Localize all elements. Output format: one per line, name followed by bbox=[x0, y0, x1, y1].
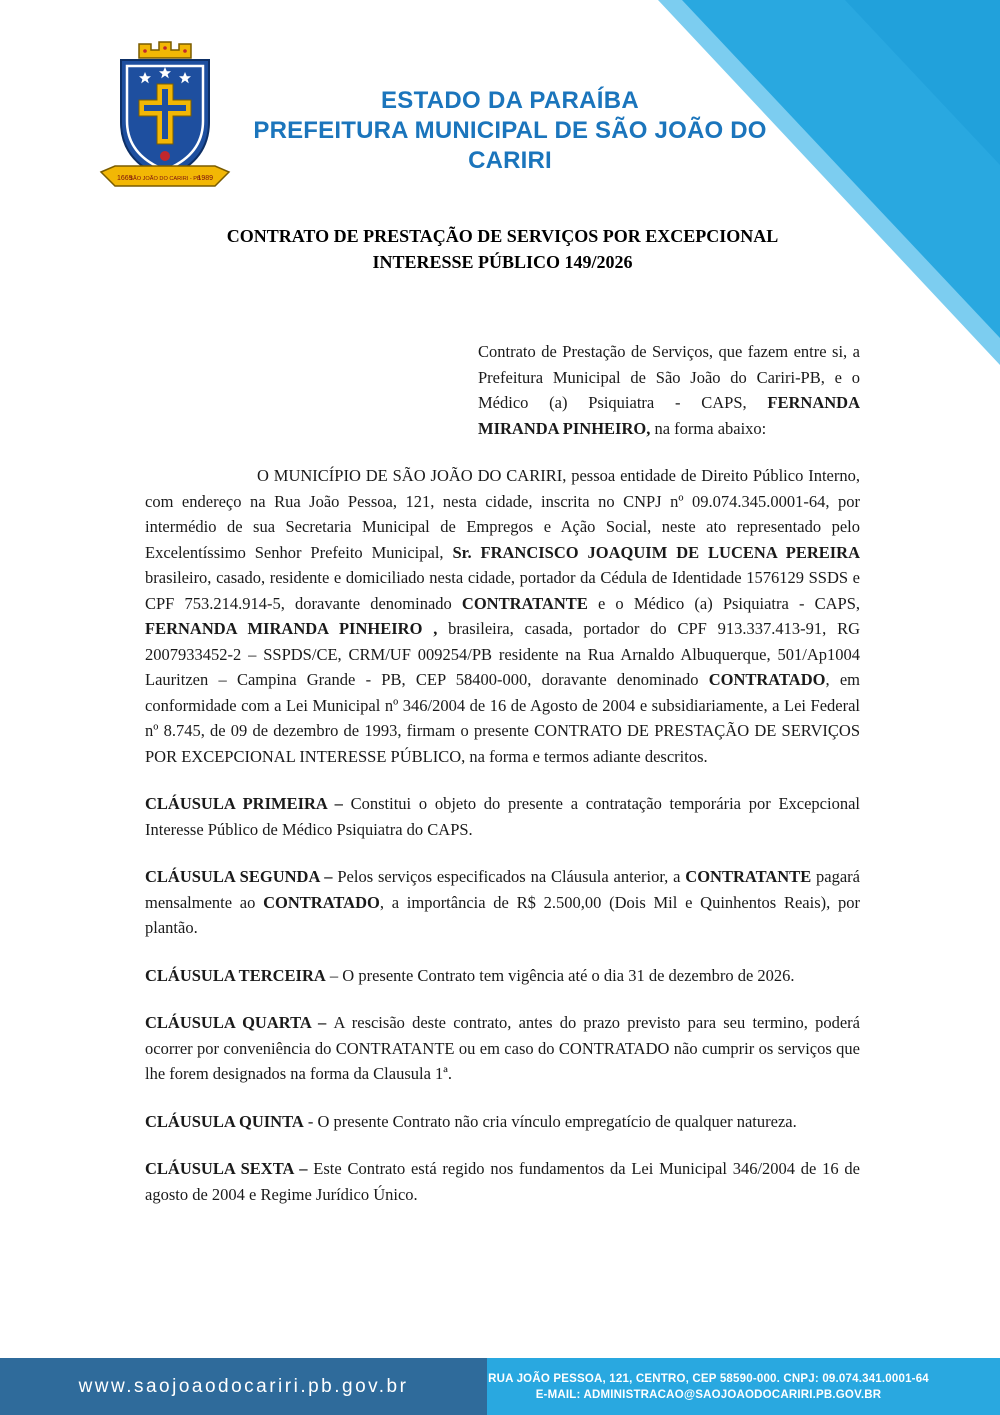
clause-sexta: CLÁUSULA SEXTA – Este Contrato está regido nos fundamentos da Lei Municipal 346/2004 de 16 de agosto de 2004 e Regime Jurídico Único. bbox=[145, 1159, 860, 1204]
crest-crown bbox=[139, 42, 191, 58]
contract-recital: Contrato de Prestação de Serviços, que fazem entre si, a Prefeitura Municipal de São João do Cariri-PB, e o Médico (a) Psiquiatra - CAPS, FERNANDA MIRANDA PINHEIRO, na forma abaixo: bbox=[478, 342, 860, 438]
footer-bar bbox=[0, 1358, 1000, 1415]
contract-title-line2: INTERESSE PÚBLICO 149/2026 bbox=[372, 252, 633, 272]
header-municipality-name: PREFEITURA MUNICIPAL DE SÃO JOÃO DO CARIRI bbox=[253, 117, 767, 174]
header-title-block bbox=[222, 86, 798, 176]
crest-year-right: 1989 bbox=[197, 175, 213, 182]
crest-year-left: 1669 bbox=[117, 175, 133, 182]
footer-website-panel bbox=[0, 1358, 487, 1415]
footer-email: E-MAIL: ADMINISTRACAO@SAOJOAODOCARIRI.PB.GOV.BR bbox=[535, 1388, 882, 1401]
clause-segunda: CLÁUSULA SEGUNDA – Pelos serviços especificados na Cláusula anterior, a CONTRATANTE pagará mensalmente ao CONTRATADO, a importância de R$ 2.500,00 (Dois Mil e Quinhentos Reais), por plantão. bbox=[145, 867, 860, 937]
clause-quarta: CLÁUSULA QUARTA – A rescisão deste contrato, antes do prazo previsto para seu termino, poderá ocorrer por conveniência do CONTRATANTE ou em caso do CONTRATADO não cumprir os serviços que lhe forem designados na forma da Clausula 1ª. bbox=[145, 1013, 860, 1083]
footer-contact-panel bbox=[487, 1358, 1000, 1415]
footer-website: www.saojoaodocariri.pb.gov.br bbox=[78, 1375, 409, 1397]
municipal-coat-of-arms bbox=[95, 36, 235, 196]
contract-document-body bbox=[145, 205, 860, 1207]
clause-quinta: CLÁUSULA QUINTA - O presente Contrato não cria vínculo empregatício de qualquer natureza. bbox=[145, 1111, 797, 1131]
contract-preamble: O MUNICÍPIO DE SÃO JOÃO DO CARIRI, pessoa entidade de Direito Público Interno, com endereço na Rua João Pessoa, 121, nesta cidade, inscrita no CNPJ nº 09.074.345.0001-64, por intermédio de sua Secretaria Municipal de Empregos e Ação Social, neste ato representado pelo Excelentíssimo Senhor Prefeito Municipal, Sr. FRANCISCO JOAQUIM DE LUCENA PEREIRA brasileiro, casado, residente e domiciliado nesta cidade, portador da Cédula de Identidade 1576129 SSDS e CPF 753.214.914-5, doravante denominado CONTRATANTE e o Médico (a) Psiquiatra - CAPS, FERNANDA MIRANDA PINHEIRO , brasileira, casada, portador do CPF 913.337.413-91, RG 2007933452-2 – SSPDS/CE, CRM/UF 009254/PB residente na Rua Arnaldo Albuquerque, 501/Ap1004 Lauritzen – Campina Grande - PB, CEP 58400-000, doravante denominado CONTRATADO, em conformidade com a Lei Municipal nº 346/2004 de 16 de Agosto de 2004 e subsidiariamente, a Lei Federal nº 8.745, de 09 de dezembro de 1993, firmam o presente CONTRATO DE PRESTAÇÃO DE SERVIÇOS POR EXCEPCIONAL INTERESSE PÚBLICO, na forma e termos adiante descritos. bbox=[145, 466, 861, 766]
clause-terceira: CLÁUSULA TERCEIRA – O presente Contrato tem vigência até o dia 31 de dezembro de 2026. bbox=[145, 965, 795, 985]
contract-title-line1: CONTRATO DE PRESTAÇÃO DE SERVIÇOS POR EXCEPCIONAL bbox=[226, 226, 779, 246]
contract-title bbox=[145, 223, 860, 275]
header-state-name: ESTADO DA PARAÍBA bbox=[381, 87, 639, 114]
crest-bottom-emblem bbox=[160, 151, 170, 161]
footer-address: RUA JOÃO PESSOA, 121, CENTRO, CEP 58590-000. CNPJ: 09.074.341.0001-64 bbox=[488, 1372, 929, 1385]
clause-primeira: CLÁUSULA PRIMEIRA – Constitui o objeto do presente a contratação temporária por Excepcional Interesse Público de Médico Psiquiatra do CAPS. bbox=[145, 794, 860, 839]
crest-banner-text: SÃO JOÃO DO CARIRI - PB bbox=[129, 176, 201, 182]
